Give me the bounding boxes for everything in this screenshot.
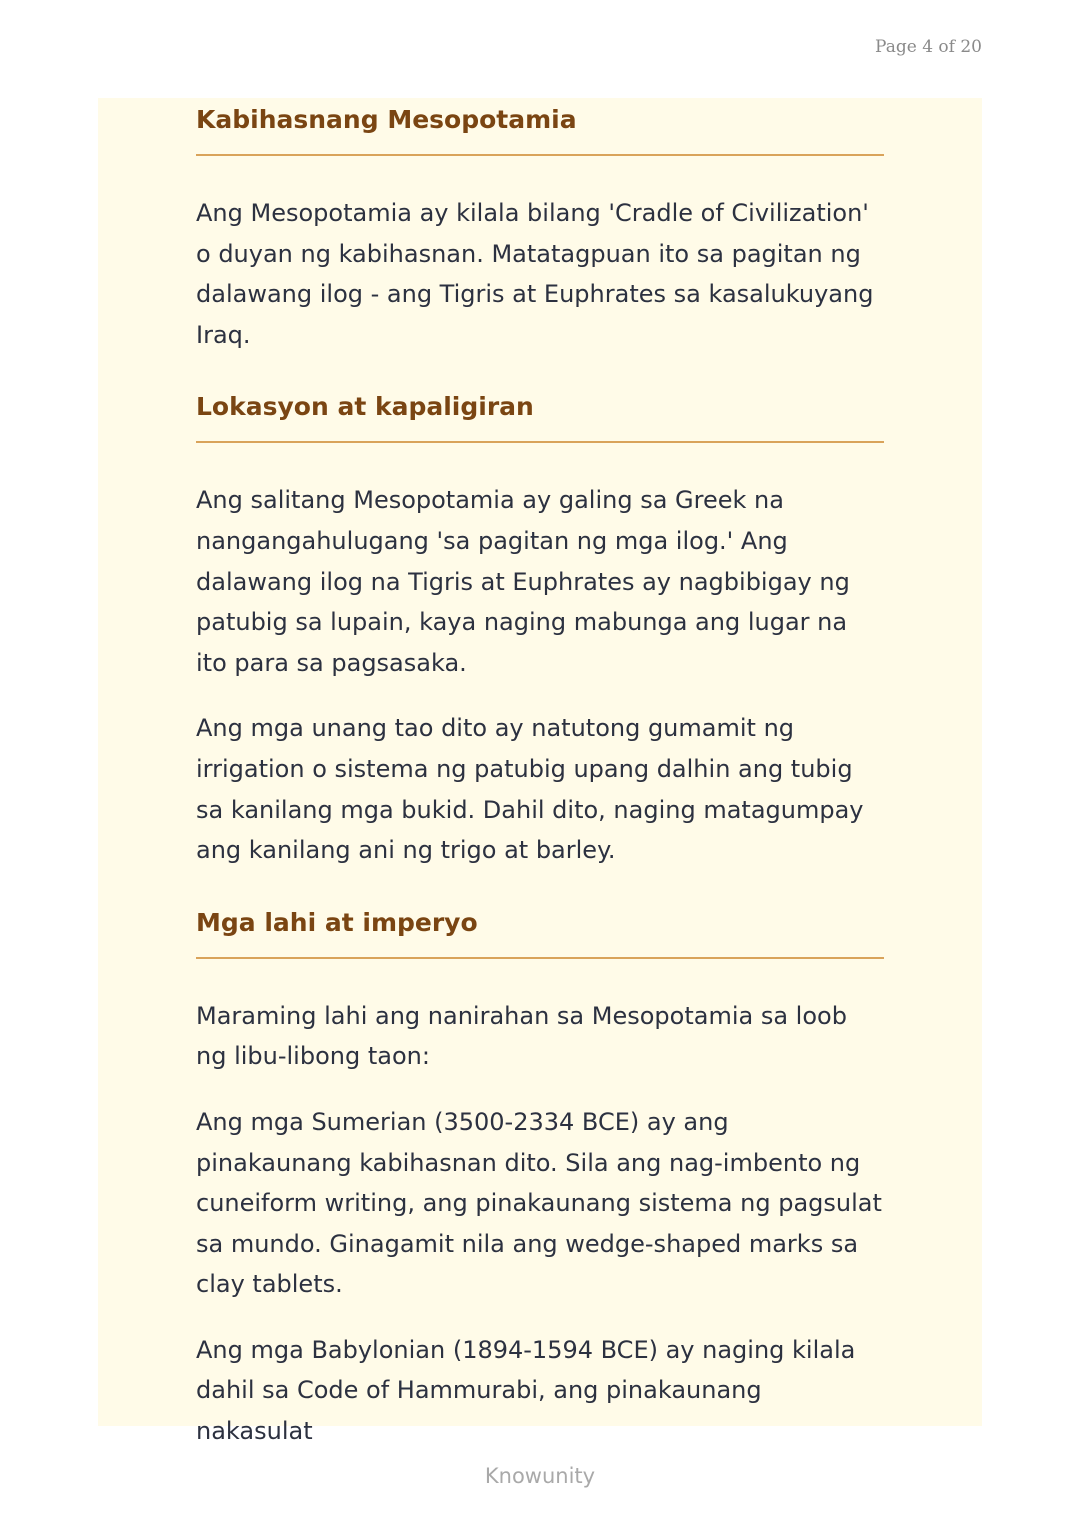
heading-divider: [196, 154, 884, 156]
body-paragraph: Ang mga Babylonian (1894-1594 BCE) ay naging kilala dahil sa Code of Hammurabi, ang pinakaunang nakasulat: [196, 1335, 856, 1446]
body-paragraph: Ang mga unang tao dito ay natutong gumamit ng irrigation o sistema ng patubig upang dalhin ang tubig sa kanilang mga bukid. Dahil dito, naging matagumpay ang kanilang ani ng trigo at barley.: [196, 714, 864, 865]
content-card: [98, 98, 982, 1446]
body-paragraph: Ang mga Sumerian (3500-2334 BCE) ay ang pinakaunang kabihasnan dito. Sila ang nag-imbento ng cuneiform writing, ang pinakaunang sistema ng pagsulat sa mundo. Ginagamit nila ang wedge-shaped marks sa clay tablets.: [196, 1107, 882, 1299]
body-paragraph: Maraming lahi ang nanirahan sa Mesopotamia sa loob ng libu-libong taon:: [196, 1001, 847, 1071]
body-paragraph: Ang salitang Mesopotamia ay galing sa Greek na nangangahulugang 'sa pagitan ng mga ilog.' Ang dalawang ilog na Tigris at Euphrates ay nagbibigay ng patubig sa lupain, kaya naging mabunga ang lugar na ito para sa pagsasaka.: [196, 486, 850, 677]
heading-divider: [196, 957, 884, 959]
heading-divider: [196, 441, 884, 443]
section-heading-mga-lahi-at-imperyo: Mga lahi at imperyo: [196, 907, 478, 937]
footer-brand-logo: Knowunity: [484, 1464, 596, 1488]
body-paragraph: Ang Mesopotamia ay kilala bilang 'Cradle of Civilization' o duyan ng kabihasnan. Matatagpuan ito sa pagitan ng dalawang ilog - ang Tigris at Euphrates sa kasalukuyang Iraq.: [196, 199, 874, 349]
section-heading-lokasyon-at-kapaligiran: Lokasyon at kapaligiran: [196, 392, 534, 422]
page-counter: Page 4 of 20: [875, 37, 982, 57]
section-heading-kabihasnang-mesopotamia: Kabihasnang Mesopotamia: [196, 105, 577, 134]
